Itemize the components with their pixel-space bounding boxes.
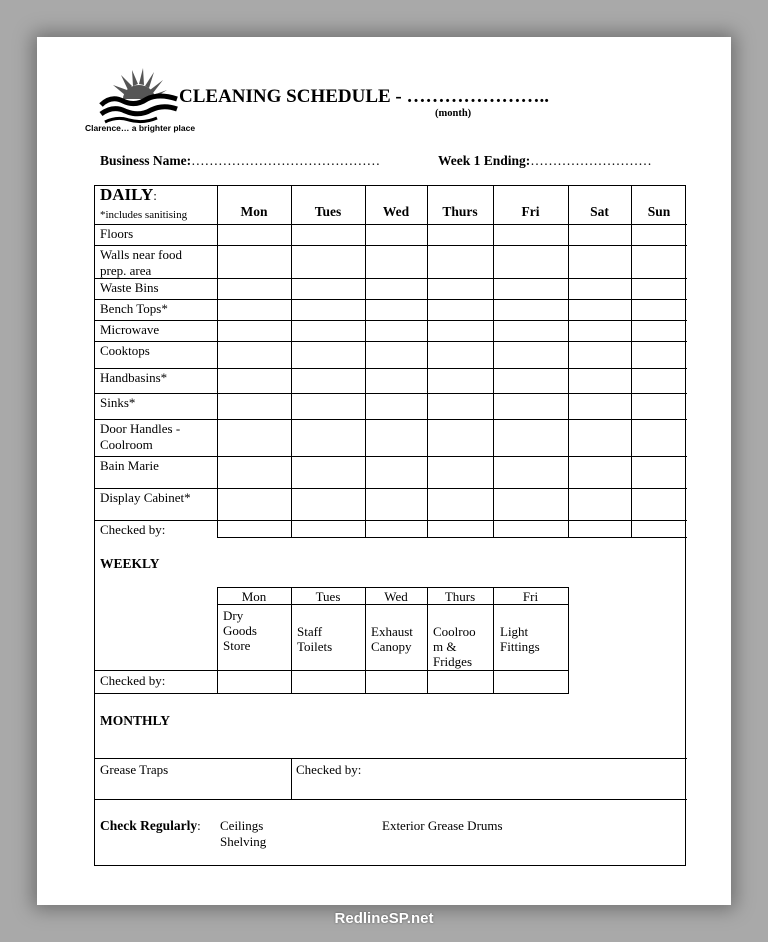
weekly-header-thurs: Thurs	[444, 589, 476, 604]
daily-row-door-handles: Door Handles -	[100, 421, 181, 436]
weekly-task-coolroom: Coolroo m & Fridges	[433, 624, 476, 669]
daily-header-thurs: Thurs	[442, 204, 478, 219]
weekly-task-light-fittings: Light Fittings	[500, 624, 540, 654]
daily-row-bain-marie: Bain Marie	[100, 458, 159, 473]
schedule-form	[94, 185, 686, 866]
week1-ending-label: Week 1 Ending:	[438, 153, 531, 168]
grid-line	[493, 186, 494, 538]
weekly-task-dry-goods: Dry Goods Store	[223, 608, 257, 653]
schedule-page	[37, 37, 731, 905]
daily-row-bench-tops: Bench Tops*	[100, 301, 168, 316]
daily-checked-by: Checked by:	[100, 522, 166, 537]
grid-line	[95, 299, 687, 300]
daily-header-mon: Mon	[240, 204, 268, 219]
week1-ending-field[interactable]	[438, 153, 652, 169]
sun-logo-icon	[99, 59, 179, 129]
grid-line	[568, 186, 569, 538]
grid-line	[95, 693, 568, 694]
daily-note: *includes sanitising	[100, 209, 188, 221]
grid-line	[95, 320, 687, 321]
daily-row-walls: Walls near food	[100, 247, 182, 262]
daily-row-door-handles-line2: Coolroom	[100, 437, 153, 452]
daily-row-microwave: Microwave	[100, 322, 160, 337]
grid-line	[95, 488, 687, 489]
grid-line	[217, 537, 687, 538]
daily-row-walls-line2: prep. area	[100, 263, 152, 278]
grid-line	[95, 341, 687, 342]
grid-line	[217, 186, 218, 538]
grid-line	[95, 758, 687, 759]
grid-line	[217, 587, 568, 588]
grid-line	[95, 224, 687, 225]
regular-item-ceilings: Ceilings	[220, 818, 264, 833]
grid-line	[291, 587, 292, 694]
grid-line	[95, 670, 568, 671]
month-label: (month)	[435, 108, 472, 119]
monthly-title: MONTHLY	[100, 713, 171, 728]
grid-line	[95, 456, 687, 457]
grid-line	[95, 278, 687, 279]
watermark: RedlineSP.net	[334, 910, 434, 927]
daily-row-cooktops: Cooktops	[100, 343, 150, 358]
weekly-task-exhaust-canopy: Exhaust Canopy	[371, 624, 413, 654]
tagline: Clarence… a brighter place	[85, 123, 196, 133]
check-regularly-label: Check Regularly:	[100, 818, 201, 833]
daily-title: DAILY:	[100, 185, 157, 204]
monthly-checked-by: Checked by:	[296, 762, 362, 777]
grid-line	[95, 245, 687, 246]
regular-item-exterior-grease-drums: Exterior Grease Drums	[382, 818, 503, 833]
grid-line	[95, 419, 687, 420]
grid-line	[291, 186, 292, 538]
weekly-checked-by: Checked by:	[100, 673, 166, 688]
grid-line	[217, 587, 218, 694]
daily-header-sat: Sat	[590, 204, 609, 219]
business-name-label: Business Name:	[100, 153, 192, 168]
daily-row-handbasins: Handbasins*	[100, 370, 168, 385]
daily-row-display-cabinet: Display Cabinet*	[100, 490, 191, 505]
weekly-title: WEEKLY	[100, 556, 160, 571]
page-title: CLEANING SCHEDULE - …………………..	[179, 86, 550, 107]
weekly-task-staff-toilets: Staff Toilets	[297, 624, 333, 654]
week1-ending-dots: ………………………	[530, 153, 652, 168]
grid-line	[291, 758, 292, 799]
grid-line	[427, 587, 428, 694]
daily-header-tues: Tues	[314, 204, 342, 219]
weekly-header-fri: Fri	[522, 589, 539, 604]
grid-line	[95, 368, 687, 369]
daily-row-sinks: Sinks*	[100, 395, 136, 410]
grid-line	[427, 186, 428, 538]
grid-line	[493, 587, 494, 694]
grid-line	[95, 799, 687, 800]
grid-line	[365, 186, 366, 538]
monthly-task-grease-traps: Grease Traps	[100, 762, 169, 777]
grid-line	[95, 393, 687, 394]
daily-header-sun: Sun	[647, 204, 671, 219]
daily-header-wed: Wed	[382, 204, 410, 219]
daily-row-floors: Floors	[100, 226, 134, 241]
grid-line	[365, 587, 366, 694]
weekly-header-tues: Tues	[315, 589, 341, 604]
business-name-field[interactable]	[100, 153, 380, 169]
grid-line	[631, 186, 632, 538]
regular-item-shelving: Shelving	[220, 834, 267, 849]
grid-line	[568, 587, 569, 694]
weekly-header-mon: Mon	[241, 589, 267, 604]
grid-line	[217, 604, 568, 605]
weekly-header-wed: Wed	[384, 589, 408, 604]
daily-header-fri: Fri	[521, 204, 540, 219]
daily-row-waste-bins: Waste Bins	[100, 280, 159, 295]
grid-line	[95, 520, 687, 521]
business-name-dots: ……………………………………	[191, 153, 381, 168]
